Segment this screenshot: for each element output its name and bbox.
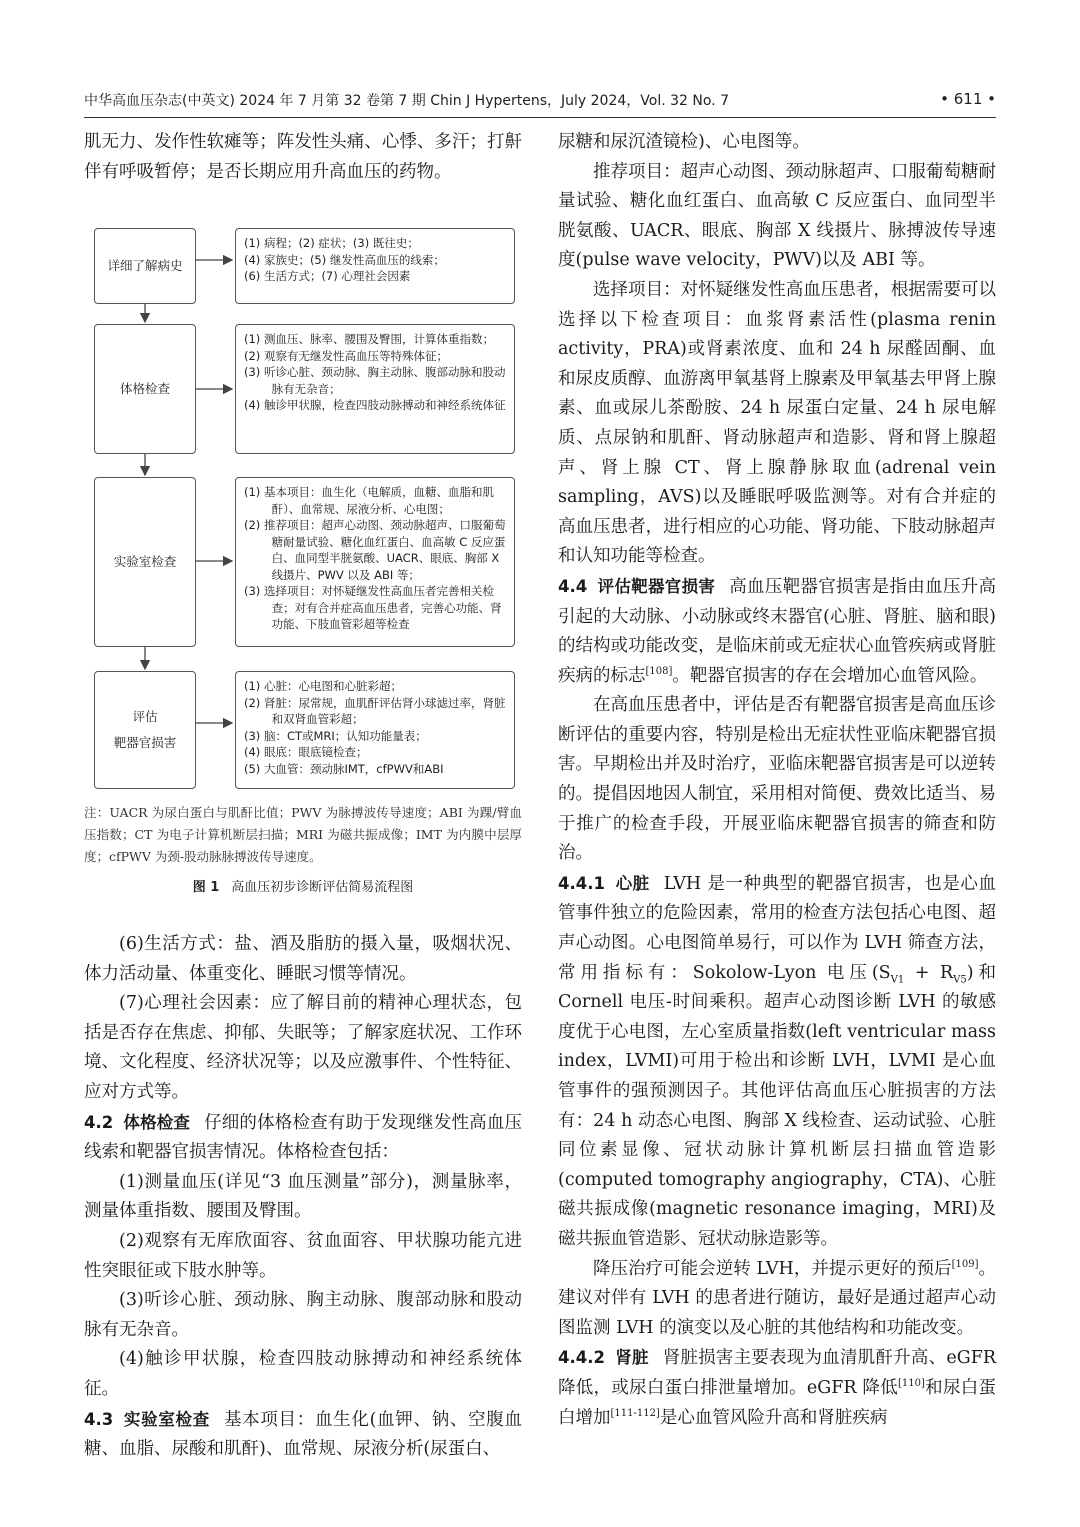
section-text: 高血压靶器官损害是指由血压升高引起的大动脉、小动脉或终末器官(心脏、肾脏、脑和眼)的结构或功能改变，是临床前或无症状心血管疾病或肾脏疾病的标志 <box>558 576 997 686</box>
paragraph-target-assessment: 在高血压患者中，评估是否有靶器官损害是高血压诊断评估的重要内容，特别是检出无症状性亚临床靶器官损害。早期检出并及时治疗，亚临床靶器官损害是可以逆转的。提倡因地因人制宜，采用相对简便、费效比适当、易于推广的检查手段，开展亚临床靶器官损害的筛查和防治。 <box>558 695 996 864</box>
box-target-details <box>235 671 515 789</box>
section-text: LVH 是一种典型的靶器官损害，也是心血管事件独立的危险因素，常用的检查方法包括心电图、超声心动图。心电图简单易行，可以作为 LVH 筛查方法，常用指标有：Sokolow-Lyon 电压(S <box>558 873 997 983</box>
box-history-details <box>235 228 515 304</box>
section-title: 体格检查 <box>123 1112 191 1132</box>
detail-line: (2) 推荐项目：超声心动图、颈动脉超声、口服葡萄糖耐量试验、糖化血红蛋白、血高敏 C 反应蛋白、血同型半胱氨酸、UACR、眼底、胸部 X 线摄片、PWV 以及 ABI 等； <box>244 518 506 582</box>
citation: [108] <box>645 665 673 677</box>
box-physical-label: 体格检查 <box>119 381 170 396</box>
section-title: 实验室检查 <box>123 1409 210 1429</box>
detail-line: (1) 心脏：心电图和心脏彩超； <box>244 679 402 693</box>
detail-line: (3) 选择项目：对怀疑继发性高血压者完善相关检查；对有合并症高血压患者，完善心功能、肾功能、下肢血管彩超等检查 <box>244 584 502 631</box>
page-number: • 611 • <box>940 90 996 108</box>
paragraph-exam-2: (2)观察有无库欣面容、贫血面容、甲状腺功能亢进性突眼征或下肢水肿等。 <box>84 1230 522 1281</box>
detail-line: (3) 听诊心脏、颈动脉、胸主动脉、腹部动脉和股动脉有无杂音； <box>244 365 506 396</box>
box-target-organ <box>94 671 196 789</box>
section-text: + R <box>904 962 954 983</box>
section-4-3 <box>84 1405 522 1465</box>
section-text: 肾脏损害主要表现为血清肌酐升高、eGFR 降低，或尿白蛋白排泄量增加。eGFR 降低 <box>558 1348 997 1398</box>
section-number: 4.3 <box>84 1409 114 1429</box>
box-lab-details <box>235 477 515 647</box>
section-text: )和 Cornell 电压-时间乘积。超声心动图诊断 LVH 的敏感度优于心电图，左心室质量指数(left ventricular mass index，LVMI)可用于检出和诊断 LVH，LVMI 是心血管事件的强预测因子。其他评估高血压心脏损害的方法有：24 h 动态心电图、胸部 X 线检查、运动试验、心脏同位素显像、冠状动脉计算机断层扫描血管造影(computed tomography angiography，CTA)、心脏磁共振成像(magnetic resonance imaging，MRI)及磁共振血管造影、冠状动脉造影等。 <box>558 962 996 1249</box>
box-physical-details <box>235 324 515 454</box>
section-title: 评估靶器官损害 <box>597 576 716 596</box>
paragraph-exam-3: (3)听诊心脏、颈动脉、胸主动脉、腹部动脉和股动脉有无杂音。 <box>84 1290 522 1340</box>
detail-line: (2) 肾脏：尿常规，血肌酐评估肾小球滤过率，肾脏和双肾血管彩超； <box>244 695 506 726</box>
figure-number: 图 1 <box>192 880 220 895</box>
paragraph-optional: 选择项目：对怀疑继发性高血压患者，根据需要可以选择以下检查项目：血浆肾素活性(plasma renin activity，PRA)或肾素浓度、血和 24 h 尿醛固酮、血和尿皮质醇、血游离甲氧基肾上腺素及甲氧基去甲肾上腺素、血或尿儿茶酚胺、24 h 尿蛋白定量、24 h 尿电解质、点尿钠和肌酐、肾动脉超声和造影、肾和肾上腺超声、肾上腺 CT、肾上腺静脉取血(adrenal vein sampling，AVS)以及睡眠呼吸监测等。对有合并症的高血压患者，进行相应的心功能、肾功能、下肢动脉超声和认知功能等检查。 <box>558 279 996 567</box>
box-lab-label: 实验室检查 <box>113 554 177 569</box>
figure-title: 高血压初步诊断评估简易流程图 <box>231 880 414 895</box>
detail-line: (6) 生活方式；(7) 心理社会因素 <box>244 269 411 283</box>
section-title: 心脏 <box>614 873 650 893</box>
detail-line: (2) 观察有无继发性高血压等特殊体征； <box>244 348 448 363</box>
detail-line: (3) 脑：CT或MRI；认知功能量表； <box>244 728 427 743</box>
section-text: 基本项目：血生化(血钾、钠、空腹血糖、血脂、尿酸和肌酐)、血常规、尿液分析(尿蛋白、 <box>84 1409 523 1460</box>
text: 。建议对伴有 LVH 的患者进行随访，最好是通过超声心动图监测 LVH 的演变以及心脏的其他结构和功能改变。 <box>558 1258 996 1338</box>
paragraph-exam-4: (4)触诊甲状腺，检查四肢动脉搏动和神经系统体征。 <box>84 1349 522 1399</box>
subscript: V5 <box>953 974 967 986</box>
header-divider <box>84 117 996 118</box>
section-title: 肾脏 <box>614 1348 649 1368</box>
detail-line: (1) 测血压、脉率、腰围及臀围，计算体重指数； <box>244 332 494 346</box>
paragraph-recommended: 推荐项目：超声心动图、颈动脉超声、口服葡萄糖耐量试验、糖化血红蛋白、血高敏 C 反应蛋白、血同型半胱氨酸、UACR、眼底、胸部 X 线摄片、脉搏波传导速度(pulse wave velocity，PWV)以及 ABI 等。 <box>558 161 996 271</box>
detail-line: (4) 家族史；(5) 继发性高血压的线索； <box>244 252 445 267</box>
section-4-4-1 <box>558 869 996 1255</box>
citation: [111-112] <box>610 1407 660 1419</box>
figure-note: 注：UACR 为尿白蛋白与肌酐比值；PWV 为脉搏波传导速度；ABI 为踝/臂血压指数；CT 为电子计算机断层扫描；MRI 为磁共振成像；IMT 为内膜中层厚度；cfPWV 为颈-股动脉脉搏波传导速度。 <box>84 805 522 864</box>
section-text: 仔细的体格检查有助于发现继发性高血压线索和靶器官损害情况。体格检查包括： <box>84 1112 523 1163</box>
section-number: 4.4.1 <box>558 873 605 893</box>
right-column <box>558 128 996 1433</box>
paragraph-continued: 尿糖和尿沉渣镜检)、心电图等。 <box>558 132 810 152</box>
running-header <box>84 86 996 114</box>
box-target-label-1: 评估 <box>132 709 158 724</box>
section-4-4 <box>558 572 996 691</box>
box-history-label: 详细了解病史 <box>107 258 183 273</box>
paragraph-psychosocial: (7)心理社会因素：应了解目前的精神心理状态，包括是否存在焦虑、抑郁、失眠等；了解家庭状况、工作环境、文化程度、经济状况等；以及应激事件、个性特征、应对方式等。 <box>84 993 522 1102</box>
section-number: 4.4.2 <box>558 1348 605 1368</box>
detail-line: (1) 基本项目：血生化（电解质，血糖、血脂和肌酐）、血常规、尿液分析、心电图； <box>244 485 494 516</box>
paragraph-lifestyle: (6)生活方式：盐、酒及脂肪的摄入量，吸烟状况、体力活动量、体重变化、睡眠习惯等情况。 <box>84 934 522 984</box>
detail-line: (4) 触诊甲状腺，检查四肢动脉搏动和神经系统体征 <box>244 398 506 412</box>
citation: [110] <box>898 1378 925 1390</box>
journal-info: 中华高血压杂志(中英文) 2024 年 7 月第 32 卷第 7 期 Chin J Hypertens，July 2024，Vol. 32 No. 7 <box>84 93 729 109</box>
left-column-bottom <box>84 930 522 1465</box>
citation: [109] <box>951 1258 979 1270</box>
paragraph-intro: 肌无力、发作性软瘫等；阵发性头痛、心悸、多汗；打鼾伴有呼吸暂停；是否长期应用升高血压的药物。 <box>84 132 522 182</box>
section-text-tail: 。靶器官损害的存在会增加心血管风险。 <box>672 665 988 686</box>
text: 降压治疗可能会逆转 LVH，并提示更好的预后 <box>593 1258 952 1279</box>
figure-caption <box>84 876 522 895</box>
flowchart-figure <box>84 218 522 800</box>
detail-line: (5) 大血管：颈动脉IMT，cfPWV和ABI <box>244 761 444 776</box>
subscript: V1 <box>890 974 905 986</box>
section-text: 是心血管风险升高和肾脏疾病 <box>659 1407 888 1428</box>
detail-line: (4) 眼底：眼底镜检查； <box>244 745 368 759</box>
box-lab <box>94 477 196 647</box>
box-physical <box>94 324 196 454</box>
left-column-top <box>84 128 522 187</box>
paragraph-exam-1: (1)测量血压(详见“3 血压测量”部分)，测量脉率，测量体重指数、腰围及臀围。 <box>84 1171 522 1222</box>
box-target-label-2: 靶器官损害 <box>113 735 177 750</box>
section-4-4-2 <box>558 1343 996 1433</box>
paragraph-lvh-reversal <box>558 1255 996 1344</box>
box-history <box>94 228 196 304</box>
section-number: 4.4 <box>558 576 588 596</box>
section-text: 和尿白蛋白增加 <box>558 1377 997 1428</box>
section-4-2 <box>84 1108 522 1168</box>
section-number: 4.2 <box>84 1112 114 1132</box>
detail-line: (1) 病程；(2) 症状；(3) 既往史； <box>244 236 419 250</box>
